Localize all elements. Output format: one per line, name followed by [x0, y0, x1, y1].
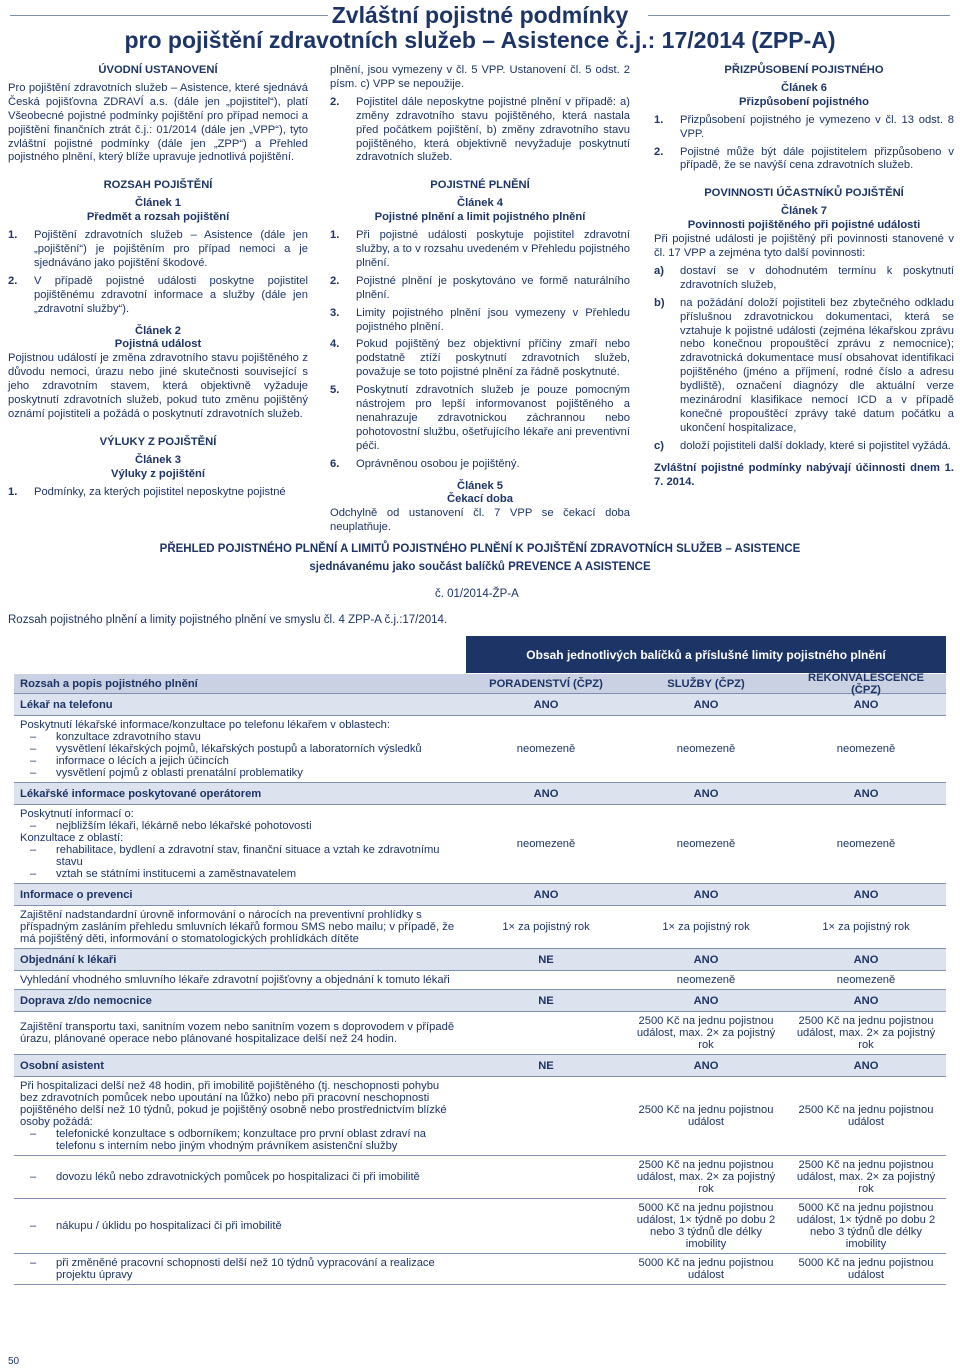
- dash-bullet: –: [30, 1171, 37, 1183]
- numbered-item: [330, 384, 630, 454]
- row-value: 1× za pojistný rok: [822, 921, 910, 933]
- table-group-row: [14, 884, 946, 906]
- column-right: [654, 64, 954, 489]
- item-text: Pojištění zdravotních služeb – Asistence (dále jen „pojištění“) je pojištěním pro případ nemoci a je sjednáváno jako pojištění škodové.: [34, 229, 308, 269]
- item-text: V případě pojistné události poskytne pojistitel pojištěnému zdravotní informace a služby (dále jen „zdravotní služby“).: [34, 274, 308, 315]
- item-text: Pojistné plnění je poskytováno ve formě naturálního plnění.: [356, 274, 630, 301]
- table-top-header-label: Obsah jednotlivých balíčků a příslušné limity pojistného plnění: [526, 647, 886, 662]
- dash-text: informace o lécích a jejich účincích: [56, 755, 229, 767]
- article-6-items: [654, 114, 954, 174]
- article-5-text: Odchylně od ustanovení čl. 7 VPP se čekací doba neuplatňuje.: [330, 507, 630, 534]
- dash-item: [20, 1171, 460, 1183]
- column-header: Rozsah a popis pojistného plnění: [20, 677, 198, 690]
- overview-scope: Rozsah pojistného plnění a limity pojistného plnění ve smyslu čl. 4 ZPP-A č.j.:17/2014.: [8, 614, 448, 626]
- table-top-header-blank: [14, 636, 466, 673]
- article-3-subtitle: Výluky z pojištění: [111, 467, 205, 480]
- article-3-title: Článek 3: [134, 453, 182, 466]
- item-number: 1.: [330, 229, 340, 242]
- dash-item: [20, 743, 460, 755]
- row-description: [14, 1168, 466, 1186]
- column-middle: [330, 64, 630, 535]
- item-text: Limity pojistného plnění jsou vymezeny v Přehledu pojistného plnění.: [356, 306, 630, 333]
- item-number: 3.: [330, 306, 340, 319]
- dash-item: [20, 820, 460, 832]
- column-header: SLUŽBY (ČPZ): [667, 677, 745, 690]
- row-value: 5000 Kč na jednu pojistnou událost: [638, 1257, 774, 1281]
- scope-heading: ROZSAH POJIŠTĚNÍ: [103, 179, 213, 192]
- column-left: [8, 64, 308, 499]
- table-row: [14, 1156, 946, 1199]
- group-value: ANO: [693, 994, 719, 1007]
- row-text: Při hospitalizaci delší než 48 hodin, při imobilitě pojištěného (tj. neschopnosti pohybu bez zdravotních pomůcek nebo upoutání na lůžko) nebo při pracovní neschopnosti pojištěného delší než 10 týdnů, pokud je pojištěný osobně nebo prostřednictvím blízké osoby požádá:: [20, 1080, 447, 1128]
- numbered-item: [330, 307, 630, 335]
- article-7-subtitle: Povinnosti pojištěného při pojistné události: [687, 219, 921, 232]
- page-subtitle: pro pojištění zdravotních služeb – Asistence č.j.: 17/2014 (ZPP-A): [124, 27, 836, 53]
- row-text: Zajištění transportu taxi, sanitním vozem nebo sanitním vozem s doprovodem v případě úrazu, plánované operace nebo plánované hospitalizace delší než 24 hodin.: [20, 1021, 455, 1045]
- dash-bullet: –: [30, 868, 37, 880]
- numbered-item: [330, 96, 630, 166]
- item-number: 6.: [330, 457, 340, 470]
- dash-text: rehabilitace, bydlení a zdravotní stav, finanční situace a vztah ke zdravotnímu stavu: [56, 844, 440, 868]
- table-body: [14, 694, 946, 1285]
- group-value: NE: [538, 953, 554, 966]
- numbered-item: [330, 275, 630, 303]
- group-value: ANO: [533, 787, 559, 800]
- item-number: 2.: [8, 274, 18, 287]
- item-number: 2.: [330, 274, 340, 287]
- item-text: Přizpůsobení pojistného je vymezeno v čl. 13 odst. 8 VPP.: [680, 113, 954, 140]
- group-value: ANO: [693, 953, 719, 966]
- row-value: [466, 977, 626, 983]
- table-row: [14, 1254, 946, 1285]
- table-row: [14, 906, 946, 949]
- row-value: [466, 1266, 626, 1272]
- table-group-row: [14, 949, 946, 971]
- dash-bullet: –: [30, 1257, 37, 1269]
- overview-title: PŘEHLED POJISTNÉHO PLNĚNÍ A LIMITŮ POJISTNÉHO PLNĚNÍ K POJIŠTĚNÍ ZDRAVOTNÍCH SLUŽEB – ASISTENCE: [159, 543, 801, 555]
- group-value: ANO: [853, 888, 879, 901]
- row-value: neomezeně: [516, 743, 576, 755]
- item-text: dostaví se v dohodnutém termínu k poskytnutí zdravotních služeb,: [680, 264, 954, 291]
- group-title: Osobní asistent: [20, 1059, 104, 1072]
- item-number: 2.: [330, 95, 340, 108]
- table-row: [14, 1012, 946, 1055]
- article-3-continued-text: plnění, jsou vymezeny v čl. 5 VPP. Ustanovení čl. 5 odst. 2 písm. c) VPP se nepoužije.: [330, 64, 630, 90]
- article-4-subtitle: Pojistné plnění a limit pojistného plnění: [374, 211, 586, 224]
- group-value: ANO: [853, 953, 879, 966]
- dash-item: [20, 767, 460, 779]
- dash-bullet: –: [30, 743, 37, 755]
- item-number: 4.: [330, 338, 340, 351]
- table-row: [14, 971, 946, 990]
- row-description: [14, 1018, 466, 1048]
- intro-heading: ÚVODNÍ USTANOVENÍ: [98, 64, 218, 76]
- article-2-text: Pojistnou událostí je změna zdravotního stavu pojištěného z důvodu nemoci, úrazu nebo jiné skutečnosti související s jeho zdravotním stavem, která objektivně vyžaduje poskytnutí zdravotních služeb, pokud tuto změnu pojištěný oznámí pojistiteli a požádá o poskytnutí zdravotních služeb.: [8, 352, 308, 420]
- group-value: NE: [538, 994, 554, 1007]
- page-title: Zvláštní pojistné podmínky: [331, 2, 629, 28]
- row-value: 1× za pojistný rok: [502, 921, 590, 933]
- table-column-headers: [14, 671, 946, 696]
- article-7-items: [654, 265, 954, 454]
- numbered-item: [654, 146, 954, 174]
- row-value: neomezeně: [676, 974, 736, 986]
- effective-date-text: Zvláštní pojistné podmínky nabývají účinnosti dnem 1. 7. 2014.: [654, 461, 954, 488]
- row-value: [466, 1030, 626, 1036]
- row-value: 2500 Kč na jednu pojistnou událost, max. 2× za pojistný rok: [796, 1159, 936, 1195]
- article-6-subtitle: Přizpůsobení pojistného: [739, 95, 869, 108]
- row-value: 2500 Kč na jednu pojistnou událost: [638, 1104, 774, 1128]
- row-description: [14, 1077, 466, 1155]
- group-value: ANO: [853, 994, 879, 1007]
- item-number: 5.: [330, 384, 340, 397]
- group-value: ANO: [533, 888, 559, 901]
- duties-heading: POVINNOSTI ÚČASTNÍKŮ POJIŠTĚNÍ: [704, 187, 904, 200]
- article-2-title: Článek 2: [134, 324, 182, 337]
- numbered-item: [654, 265, 954, 293]
- item-number: 1.: [654, 113, 664, 126]
- row-value: neomezeně: [676, 838, 736, 850]
- table-row: [14, 1199, 946, 1254]
- item-number: a): [654, 264, 664, 277]
- dash-bullet: –: [30, 767, 37, 779]
- numbered-item: [330, 229, 630, 271]
- row-value: 5000 Kč na jednu pojistnou událost: [798, 1257, 934, 1281]
- item-text: na požádání doloží pojistiteli bez zbytečného odkladu příslušnou zdravotnickou dokumentaci, která se vztahuje k pojistné události (zejména lékařskou zprávu nebo konečnou propouštěcí zprávu z nemocnice); zdravotnická dokumentace musí obsahovat identifikaci pojištěného (jméno a příjmení, rodné číslo a adresu bydliště), označení diagnózy dle aktuální verze mezinárodní klasifikace nemocí ICD a v případě konečné propouštěcí zprávy také datum počátku a ukončení hospitalizace,: [680, 296, 954, 434]
- dash-text: dovozu léků nebo zdravotnických pomůcek po hospitalizaci či při imobilitě: [56, 1171, 420, 1183]
- row-value: 2500 Kč na jednu pojistnou událost, max. 2× za pojistný rok: [636, 1015, 776, 1051]
- row-description: [14, 1254, 466, 1284]
- item-number: c): [654, 439, 664, 452]
- item-text: Při pojistné události poskytuje pojistitel zdravotní služby, a to v rozsahu uvedeném v Přehledu pojistného plnění.: [356, 229, 630, 269]
- numbered-item: [654, 440, 954, 454]
- item-number: 1.: [8, 229, 18, 242]
- numbered-item: [654, 114, 954, 142]
- row-value: 1× za pojistný rok: [662, 921, 750, 933]
- benefits-table: [14, 636, 946, 1285]
- group-value: ANO: [693, 1059, 719, 1072]
- group-title: Doprava z/do nemocnice: [20, 994, 152, 1007]
- article-3-continued-items: [330, 96, 630, 166]
- adjustment-heading: PŘIZPŮSOBENÍ POJISTNÉHO: [724, 64, 884, 76]
- dash-text: nákupu / úklidu po hospitalizaci či při imobilitě: [56, 1220, 282, 1232]
- row-description: [14, 805, 466, 883]
- intro-text: Pro pojištění zdravotních služeb – Asistence, které sjednává Česká pojišťovna ZDRAVÍ a.s. (dále jen „pojistitel“), platí Všeobecné pojistné podmínky pojištění pro případ nemoci a pojištění finančních ztrát č.j.: 01/2014 (dále jen „VPP“), tyto zvláštní pojistné podmínky (dále jen „ZPP“) a Přehled pojistného plnění, který blíže upravuje jednotlivá pojištění.: [8, 81, 308, 164]
- exclusions-heading: VÝLUKY Z POJIŠTĚNÍ: [99, 435, 217, 448]
- group-value: ANO: [853, 787, 879, 800]
- row-text: Poskytnutí informací o:: [20, 808, 134, 820]
- table-group-row: [14, 1055, 946, 1077]
- numbered-item: [8, 229, 308, 271]
- row-text: Konzultace z oblastí:: [20, 832, 124, 844]
- dash-item: [20, 1257, 460, 1281]
- row-value: [466, 1223, 626, 1229]
- row-value: neomezeně: [836, 838, 896, 850]
- group-title: Informace o prevenci: [20, 888, 133, 901]
- column-header: PORADENSTVÍ (ČPZ): [489, 677, 603, 690]
- table-row: [14, 1077, 946, 1156]
- dash-item: [20, 844, 460, 868]
- row-description: [14, 1217, 466, 1235]
- dash-bullet: –: [30, 844, 37, 856]
- item-text: Pojistné může být dále pojistitelem přizpůsobeno v případě, že se navýší cena zdravotních služeb.: [680, 145, 954, 172]
- article-7-title: Článek 7: [780, 205, 828, 218]
- dash-text: telefonické konzultace s odborníkem; konzultace pro první oblast zdraví na telefonu s interním nebo jiným vhodným právníkem asistenční služby: [56, 1128, 427, 1152]
- column-header: REKONVALESCENCE (ČPZ): [807, 671, 925, 696]
- article-3-items: [8, 486, 308, 500]
- row-value: 5000 Kč na jednu pojistnou událost, 1× týdně po dobu 2 nebo 3 týdnů dle délky imobility: [636, 1202, 776, 1250]
- numbered-item: [330, 458, 630, 472]
- article-6-title: Článek 6: [780, 81, 828, 94]
- article-5-subtitle: Čekací doba: [447, 493, 513, 506]
- item-text: Pojistitel dále neposkytne pojistné plnění v případě: a) změny zdravotního stavu pojištěného, která nastala před počátkem pojištění, b) změny zdravotního stavu pojištěného, která objektivně nevyžaduje poskytnutí zdravotních služeb.: [356, 95, 630, 164]
- row-description: [14, 971, 466, 989]
- group-title: Objednání k lékaři: [20, 953, 117, 966]
- group-value: ANO: [693, 698, 719, 711]
- row-value: neomezeně: [516, 838, 576, 850]
- item-text: Pokud pojištěný bez objektivní příčiny zmaří nebo podstatně ztíží poskytnutí zdravotních služeb, považuje se toto pojistné plnění za řádně poskytnuté.: [356, 338, 630, 379]
- dash-text: konzultace zdravotního stavu: [56, 731, 201, 743]
- article-5-title: Článek 5: [456, 479, 504, 492]
- item-number: 1.: [8, 485, 18, 498]
- group-value: ANO: [533, 698, 559, 711]
- row-value: neomezeně: [676, 743, 736, 755]
- row-description: [14, 716, 466, 782]
- item-text: Oprávněnou osobou je pojištěný.: [356, 457, 520, 470]
- table-row: [14, 805, 946, 884]
- page-number: 50: [8, 1356, 20, 1367]
- row-value: neomezeně: [836, 974, 896, 986]
- dash-text: vysvětlení pojmů z oblasti prenatální problematiky: [56, 767, 303, 779]
- dash-item: [20, 755, 460, 767]
- article-1-items: [8, 229, 308, 316]
- item-number: b): [654, 296, 665, 309]
- article-7-text: Při pojistné události je pojištěný při povinnosti stanovené v čl. 17 VPP a zejména tyto další povinnosti:: [654, 233, 954, 259]
- dash-item: [20, 1128, 460, 1152]
- dash-bullet: –: [30, 1220, 37, 1232]
- overview-subtitle: sjednávanému jako součást balíčků PREVENCE A ASISTENCE: [309, 561, 651, 573]
- article-4-items: [330, 229, 630, 472]
- row-text: Zajištění nadstandardní úrovně informování o nárocích na preventivní prohlídky s příspadným zasláním přehledu smluvních lékařů formou SMS nebo mailu; v případě, že má pojištěný děti, informování o stomatologických prohlídkách dítěte: [20, 909, 455, 945]
- row-value: 2500 Kč na jednu pojistnou událost, max. 2× za pojistný rok: [796, 1015, 936, 1051]
- group-value: ANO: [693, 888, 719, 901]
- table-group-row: [14, 783, 946, 805]
- dash-text: vysvětlení lékařských pojmů, lékařských postupů a laboratorních výsledků: [56, 743, 422, 755]
- performance-heading: POJISTNÉ PLNĚNÍ: [430, 179, 530, 192]
- table-group-row: [14, 694, 946, 716]
- group-value: NE: [538, 1059, 554, 1072]
- group-value: ANO: [693, 787, 719, 800]
- dash-item: [20, 868, 460, 880]
- group-value: ANO: [853, 698, 879, 711]
- dash-bullet: –: [30, 731, 37, 743]
- row-value: [466, 1113, 626, 1119]
- overview-number: č. 01/2014-ŽP-A: [435, 588, 519, 600]
- dash-bullet: –: [30, 820, 37, 832]
- group-title: Lékařské informace poskytované operátorem: [20, 787, 262, 800]
- row-value: 5000 Kč na jednu pojistnou událost, 1× týdně po dobu 2 nebo 3 týdnů dle délky imobility: [796, 1202, 936, 1250]
- row-value: 2500 Kč na jednu pojistnou událost: [798, 1104, 934, 1128]
- numbered-item: [654, 297, 954, 436]
- article-4-title: Článek 4: [456, 197, 504, 210]
- numbered-item: [8, 275, 308, 317]
- item-text: doloží pojistiteli další doklady, které si pojistitel vyžádá.: [680, 439, 951, 452]
- dash-item: [20, 731, 460, 743]
- dash-bullet: –: [30, 1128, 37, 1140]
- article-1-subtitle: Předmět a rozsah pojištění: [86, 211, 230, 224]
- group-value: ANO: [853, 1059, 879, 1072]
- dash-bullet: –: [30, 755, 37, 767]
- numbered-item: [8, 486, 308, 500]
- item-text: Poskytnutí zdravotních služeb je pouze pomocným nástrojem pro lepší informovanost pojištěného a nenahrazuje zdravotnickou záchrannou nebo pohotovostní službu, ošetřujícího lékaře ani preventivní péči.: [356, 384, 630, 452]
- row-text: Vyhledání vhodného smluvního lékaře zdravotní pojišťovny a objednání k tomuto lékaři: [20, 974, 450, 986]
- dash-text: nejbližším lékaři, lékárně nebo lékařské pohotovosti: [56, 820, 312, 832]
- article-1-title: Článek 1: [134, 197, 182, 210]
- numbered-item: [330, 338, 630, 380]
- row-description: [14, 906, 466, 948]
- dash-item: [20, 1220, 460, 1232]
- item-text: Podmínky, za kterých pojistitel neposkytne pojistné: [34, 485, 286, 498]
- row-value: neomezeně: [836, 743, 896, 755]
- page-header: [0, 0, 960, 56]
- table-group-row: [14, 990, 946, 1012]
- article-2-subtitle: Pojistná událost: [114, 338, 202, 351]
- dash-text: vztah se státními institucemi a zaměstnavatelem: [56, 868, 297, 880]
- item-number: 2.: [654, 145, 664, 158]
- row-value: [466, 1174, 626, 1180]
- row-value: 2500 Kč na jednu pojistnou událost, max. 2× za pojistný rok: [636, 1159, 776, 1195]
- dash-text: při změněné pracovní schopnosti delší než 10 týdnů vypracování a realizace projektu úpravy: [56, 1257, 435, 1281]
- table-row: [14, 716, 946, 783]
- group-title: Lékař na telefonu: [20, 698, 113, 711]
- row-text: Poskytnutí lékařské informace/konzultace po telefonu lékařem v oblastech:: [20, 719, 391, 731]
